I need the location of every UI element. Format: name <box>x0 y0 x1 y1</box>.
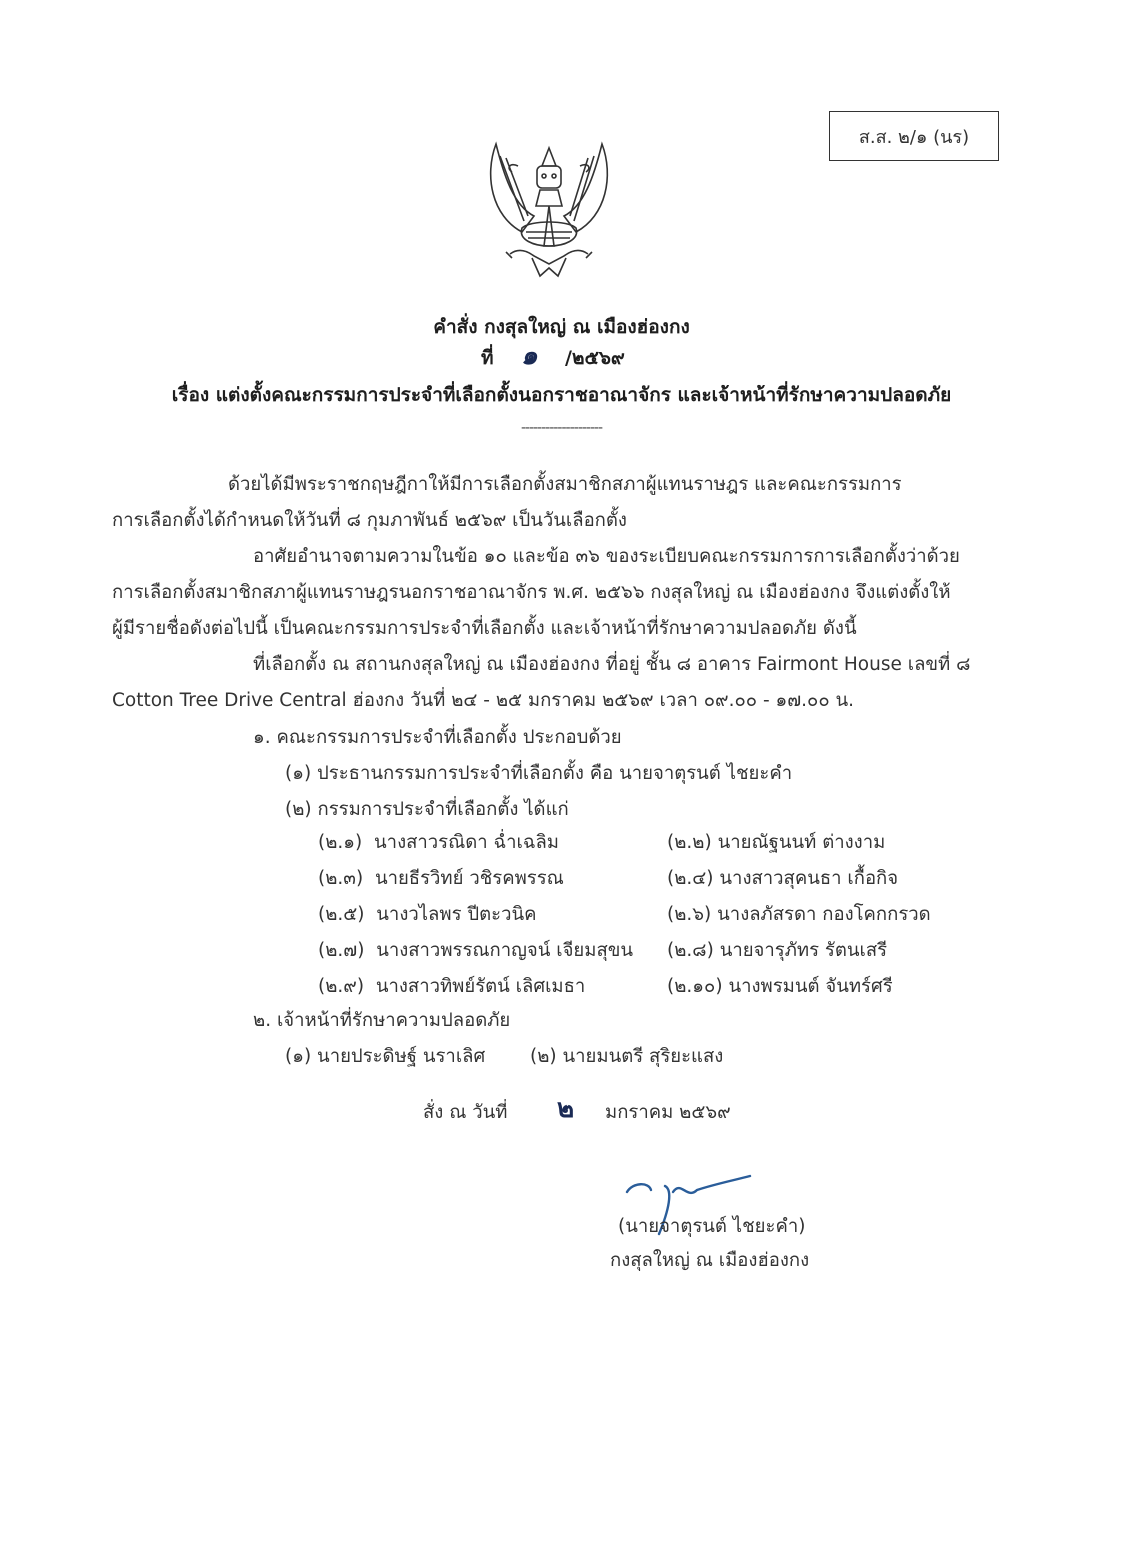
issued-date-suffix: มกราคม ๒๕๖๙ <box>605 1102 731 1123</box>
order-title: คำสั่ง กงสุลใหญ่ ณ เมืองฮ่องกง <box>433 316 690 338</box>
member-item: (๒.๒) นายณัฐนนท์ ต่างงาม <box>667 832 886 853</box>
security-officer-1: (๑) นายประดิษฐ์ นราเลิศ <box>285 1046 486 1067</box>
paragraph-2-line-2: การเลือกตั้งสมาชิกสภาผู้แทนราษฎรนอกราชอาณาจักร พ.ศ. ๒๕๖๖ กงสุลใหญ่ ณ เมืองฮ่องกง จึงแต่งตั้งให้ <box>112 582 951 603</box>
member-item: (๒.๖) นางลภัสรดา กองโคกกรวด <box>667 904 931 925</box>
member-item: (๒.๑๐) นางพรมนต์ จันทร์ศรี <box>667 976 893 997</box>
member-item: (๒.๓) นายธีรวิทย์ วชิรคพรรณ <box>318 868 564 889</box>
garuda-emblem-icon <box>474 136 624 286</box>
member-item: (๒.๔) นางสาวสุคนธา เกื้อกิจ <box>667 868 899 889</box>
form-code: ส.ส. ๒/๑ (นร) <box>858 126 970 148</box>
committee-members-heading: (๒) กรรมการประจำที่เลือกตั้ง ได้แก่ <box>285 799 569 820</box>
member-item: (๒.๘) นายจารุภัทร รัตนเสรี <box>667 940 888 961</box>
member-item: (๒.๕) นางวไลพร ปีตะวนิค <box>318 904 537 925</box>
order-year: /๒๕๖๙ <box>565 347 625 369</box>
issued-date-prefix: สั่ง ณ วันที่ <box>423 1102 508 1123</box>
member-item: (๒.๑) นางสาวรณิดา ฉ่ำเฉลิม <box>318 832 559 853</box>
signatory-name: (นายจาตุรนต์ ไชยะคำ) <box>618 1216 806 1237</box>
paragraph-2-line-3: ผู้มีรายชื่อดังต่อไปนี้ เป็นคณะกรรมการประจำที่เลือกตั้ง และเจ้าหน้าที่รักษาความปลอดภัย ดังนี้ <box>112 618 857 639</box>
member-item: (๒.๙) นางสาวทิพย์รัตน์ เลิศเมธา <box>318 976 586 997</box>
form-code-box <box>829 111 999 161</box>
section-2-heading: ๒. เจ้าหน้าที่รักษาความปลอดภัย <box>253 1010 511 1031</box>
paragraph-3-line-2: Cotton Tree Drive Central ฮ่องกง วันที่ ๒๔ - ๒๕ มกราคม ๒๕๖๙ เวลา ๐๙.๐๐ - ๑๗.๐๐ น. <box>112 690 855 711</box>
member-item: (๒.๗) นางสาวพรรณกาญจน์ เจียมสุขน <box>318 940 634 961</box>
security-officer-2: (๒) นายมนตรี สุริยะแสง <box>530 1046 724 1067</box>
paragraph-2-line-1: อาศัยอำนาจตามความในข้อ ๑๐ และข้อ ๓๖ ของระเบียบคณะกรรมการการเลือกตั้งว่าด้วย <box>253 546 960 567</box>
paragraph-3-line-1: ที่เลือกตั้ง ณ สถานกงสุลใหญ่ ณ เมืองฮ่องกง ที่อยู่ ชั้น ๘ อาคาร Fairmont House เลขที่ ๘ <box>253 654 971 675</box>
paragraph-1-line-2: การเลือกตั้งได้กำหนดให้วันที่ ๘ กุมภาพันธ์ ๒๕๖๙ เป็นวันเลือกตั้ง <box>112 510 627 531</box>
section-1-heading: ๑. คณะกรรมการประจำที่เลือกตั้ง ประกอบด้วย <box>253 727 622 748</box>
order-number-label: ที่ <box>481 347 494 369</box>
order-subject: เรื่อง แต่งตั้งคณะกรรมการประจำที่เลือกตั้งนอกราชอาณาจักร และเจ้าหน้าที่รักษาความปลอดภัย <box>171 384 952 406</box>
signatory-position: กงสุลใหญ่ ณ เมืองฮ่องกง <box>610 1250 810 1271</box>
order-number: ๑ <box>521 341 538 371</box>
committee-chair: (๑) ประธานกรรมการประจำที่เลือกตั้ง คือ นายจาตุรนต์ ไชยะคำ <box>285 763 793 784</box>
paragraph-1-line-1: ด้วยได้มีพระราชกฤษฎีกาให้มีการเลือกตั้งสมาชิกสภาผู้แทนราษฎร และคณะกรรมการ <box>228 474 902 495</box>
separator-line: -------------------- <box>520 420 603 436</box>
issued-day: ๒ <box>557 1094 575 1124</box>
